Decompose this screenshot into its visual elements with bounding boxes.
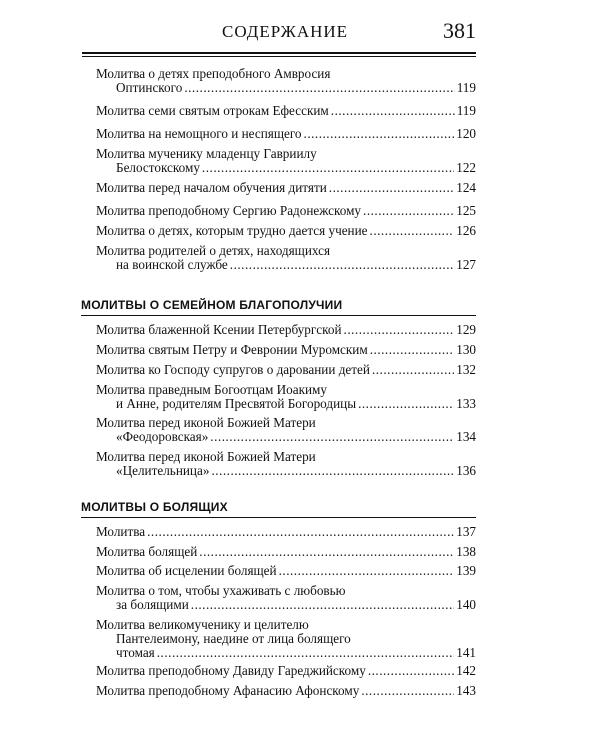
header-rule-thick xyxy=(82,52,476,54)
toc-entry xyxy=(96,323,476,337)
entry-last-line xyxy=(96,598,476,612)
header-rule-thin xyxy=(82,56,476,57)
entry-last-line xyxy=(96,564,476,578)
entry-title-line: Молитва перед иконой Божией Матери xyxy=(96,449,316,464)
entry-title: «Целительница» xyxy=(116,463,210,478)
toc-entry xyxy=(96,383,476,411)
entry-title: Молитва на немощного и неспящего xyxy=(96,126,302,141)
entry-page-number: 122 xyxy=(456,160,476,175)
page-number: 381 xyxy=(443,18,476,43)
dot-leader xyxy=(370,343,455,357)
toc-entry xyxy=(96,584,476,612)
toc-entry xyxy=(96,147,476,175)
entry-last-line xyxy=(96,323,476,337)
entry-title-line: Молитва родителей о детях, находящихся xyxy=(96,243,331,258)
entry-title: на воинской службе xyxy=(116,257,228,272)
entry-last-line xyxy=(96,545,476,559)
dot-leader xyxy=(211,464,454,478)
toc-entry xyxy=(96,244,476,272)
entry-page-number: 130 xyxy=(456,342,476,357)
entry-page-number: 124 xyxy=(456,180,476,195)
dot-leader xyxy=(147,525,454,539)
entry-last-line xyxy=(96,343,476,357)
entry-title-line: Молитва перед иконой Божией Матери xyxy=(96,415,316,430)
entry-title: Молитва преподобному Афанасию Афонскому xyxy=(96,683,360,698)
entry-page-number: 125 xyxy=(456,203,476,218)
dot-leader xyxy=(199,545,454,559)
entry-last-line xyxy=(96,363,476,377)
entry-page-number: 140 xyxy=(456,597,476,612)
entry-page-number: 127 xyxy=(456,257,476,272)
dot-leader xyxy=(210,430,454,444)
entry-page-number: 132 xyxy=(456,362,476,377)
entry-last-line xyxy=(96,81,476,95)
entry-last-line xyxy=(96,664,476,678)
entry-page-number: 120 xyxy=(456,126,476,141)
entry-title: Молитва о детях, которым трудно дается учение xyxy=(96,223,368,238)
dot-leader xyxy=(363,204,454,218)
dot-leader xyxy=(368,664,454,678)
entry-last-line xyxy=(96,224,476,238)
entry-page-number: 126 xyxy=(456,223,476,238)
dot-leader xyxy=(191,598,454,612)
toc-entry xyxy=(96,343,476,357)
entry-last-line xyxy=(96,525,476,539)
entry-title: Белостокскому xyxy=(116,160,200,175)
entry-title: Молитва блаженной Ксении Петербургской xyxy=(96,322,342,337)
dot-leader xyxy=(304,127,455,141)
entry-page-number: 137 xyxy=(456,524,476,539)
entry-title: Молитва преподобному Давиду Гареджийскому xyxy=(96,663,366,678)
entry-title: Молитва святым Петру и Февронии Муромским xyxy=(96,342,368,357)
entry-title: Молитва xyxy=(96,524,146,539)
entry-title-line: Молитва мученику младенцу Гавриилу xyxy=(96,146,317,161)
entry-last-line xyxy=(96,684,476,698)
dot-leader xyxy=(202,161,454,175)
entry-last-line xyxy=(96,104,476,118)
entry-page-number: 142 xyxy=(456,663,476,678)
entry-last-line xyxy=(96,646,476,660)
entry-page-number: 119 xyxy=(456,103,476,118)
toc-entry xyxy=(96,564,476,578)
entry-title: Молитва болящей xyxy=(96,544,198,559)
entry-last-line xyxy=(96,204,476,218)
entry-last-line xyxy=(96,258,476,272)
entry-title: и Анне, родителям Пресвятой Богородицы xyxy=(116,396,357,411)
entry-title: Молитва ко Господу супругов о даровании детей xyxy=(96,362,370,377)
entry-last-line xyxy=(96,127,476,141)
entry-title-line: Молитва праведным Богоотцам Иоакиму xyxy=(96,382,327,397)
entry-title: Молитва об исцелении болящей xyxy=(96,563,277,578)
toc-entry xyxy=(96,545,476,559)
toc-entry xyxy=(96,416,476,444)
toc-entry xyxy=(96,104,476,118)
entry-title-line: Молитва о детях преподобного Амвросия xyxy=(96,66,331,81)
entry-title: за болящими xyxy=(116,597,189,612)
page-header xyxy=(82,14,476,54)
toc-entry xyxy=(96,67,476,95)
toc-entry xyxy=(96,181,476,195)
dot-leader xyxy=(331,104,455,118)
dot-leader xyxy=(372,363,454,377)
dot-leader xyxy=(361,684,454,698)
toc-entry xyxy=(96,525,476,539)
section-heading: МОЛИТВЫ О СЕМЕЙНОМ БЛАГОПОЛУЧИИ xyxy=(81,298,343,312)
toc-entry xyxy=(96,127,476,141)
entry-page-number: 143 xyxy=(456,683,476,698)
entry-page-number: 139 xyxy=(456,563,476,578)
entry-page-number: 141 xyxy=(456,645,476,660)
entry-page-number: 134 xyxy=(456,429,476,444)
entry-title-line: Пантелеимону, наедине от лица болящего xyxy=(116,631,351,646)
toc-entry xyxy=(96,224,476,238)
toc-entry xyxy=(96,204,476,218)
dot-leader xyxy=(230,258,454,272)
dot-leader xyxy=(184,81,454,95)
entry-last-line xyxy=(96,464,476,478)
toc-entry xyxy=(96,684,476,698)
dot-leader xyxy=(157,646,454,660)
entry-title-line: Молитва великомученику и целителю xyxy=(96,617,309,632)
entry-title-line: Молитва о том, чтобы ухаживать с любовью xyxy=(96,583,346,598)
entry-title: «Феодоровская» xyxy=(116,429,209,444)
entry-page-number: 133 xyxy=(456,396,476,411)
dot-leader xyxy=(358,397,454,411)
toc-entry xyxy=(96,664,476,678)
toc-entry xyxy=(96,363,476,377)
section-rule xyxy=(81,517,476,518)
page-title: СОДЕРЖАНИЕ xyxy=(222,22,349,41)
toc-entry xyxy=(96,618,476,660)
entry-title: чтомая xyxy=(116,645,155,660)
entry-page-number: 136 xyxy=(456,463,476,478)
entry-last-line xyxy=(96,430,476,444)
entry-page-number: 129 xyxy=(456,322,476,337)
entry-last-line xyxy=(96,397,476,411)
entry-title: Молитва семи святым отрокам Ефесским xyxy=(96,103,329,118)
dot-leader xyxy=(329,181,454,195)
entry-last-line xyxy=(96,181,476,195)
toc-entry xyxy=(96,450,476,478)
dot-leader xyxy=(370,224,455,238)
entry-title: Молитва перед началом обучения дитяти xyxy=(96,180,327,195)
section-heading: МОЛИТВЫ О БОЛЯЩИХ xyxy=(81,500,228,514)
section-rule xyxy=(81,315,476,316)
entry-page-number: 119 xyxy=(456,80,476,95)
entry-title: Оптинского xyxy=(116,80,183,95)
entry-page-number: 138 xyxy=(456,544,476,559)
entry-title: Молитва преподобному Сергию Радонежскому xyxy=(96,203,362,218)
dot-leader xyxy=(344,323,455,337)
dot-leader xyxy=(279,564,455,578)
entry-last-line xyxy=(96,161,476,175)
